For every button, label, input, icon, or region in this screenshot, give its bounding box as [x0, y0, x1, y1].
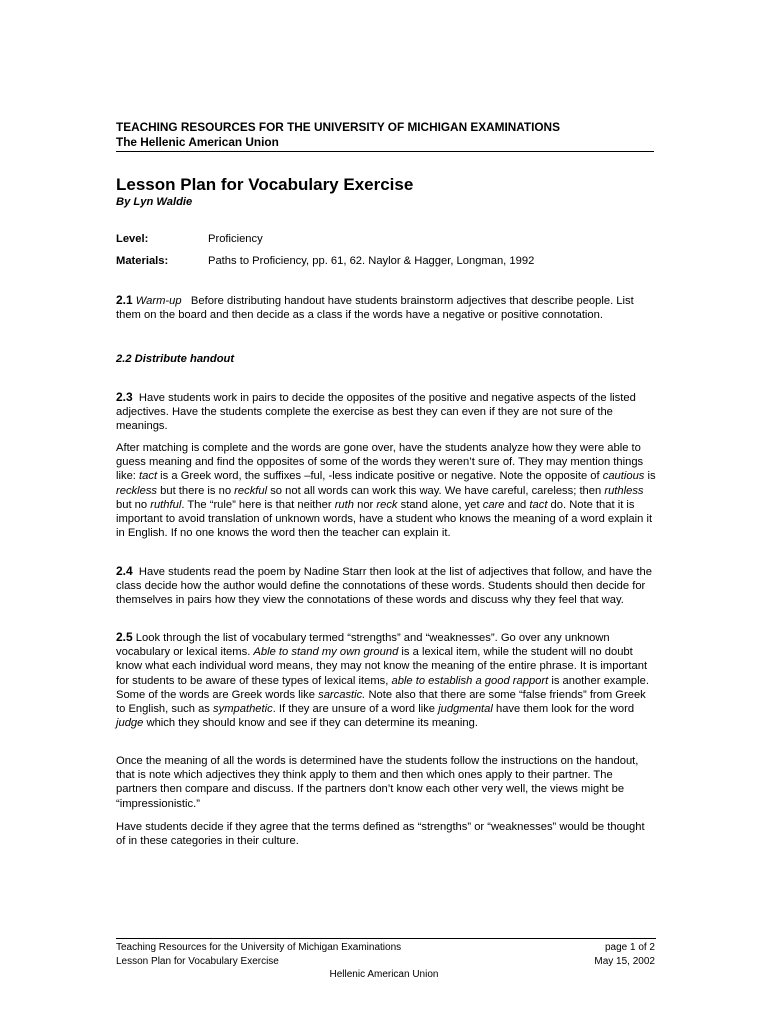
- italic-term: ruthless: [604, 484, 644, 497]
- text-run: Note also that there are some “false friends” from Greek to English, such as: [116, 688, 646, 716]
- text-run: do. Note that it is important to avoid translation of unknown words, have a student who knows the meaning of a word explain it in English. If no one knows the word then the teacher can explain it.: [116, 498, 653, 540]
- italic-term: cautious: [602, 470, 645, 483]
- text-run: . If they are unsure of a word like: [272, 703, 439, 716]
- italic-term: reckless: [116, 484, 158, 497]
- italic-term: Able to stand my own ground: [253, 646, 399, 659]
- text-run: and: [504, 498, 530, 511]
- section-2-4-text: Have students read the poem by Nadine Starr then look at the list of adjectives that follow, and have the class decide how the author would define the connotations of these words. Students should then decide for themselves in pairs how they view the connotations of these words and discuss why they feel that way.: [116, 566, 652, 607]
- section-2-1-title: Warm-up: [135, 295, 182, 307]
- header-rule: [116, 151, 654, 152]
- text-run: After matching is complete and the words are gone over, have the students analyze how they were able to guess meaning and find the opposites of some of the words they weren’t sure of. They may mention things like:: [116, 442, 644, 483]
- section-2-4: [116, 564, 656, 608]
- italic-term: tact: [529, 498, 548, 511]
- text-run: nor: [353, 498, 377, 511]
- materials-value: Paths to Proficiency, pp. 61, 62. Naylor & Hagger, Longman, 1992: [208, 255, 535, 267]
- italic-term: ruth: [334, 498, 354, 511]
- text-run: is another example. Some of the words are Greek words like: [116, 674, 649, 701]
- section-2-5: [116, 630, 656, 730]
- italic-term: judge: [116, 717, 144, 730]
- footer-center: Hellenic American Union: [329, 969, 439, 980]
- section-2-3-text: Have students work in pairs to decide the opposites of the positive and negative aspects of the listed adjectives. Have the students complete the exercise as best they can even if they are not sure of the meanings.: [116, 392, 636, 433]
- footer-page-number: page 1 of 2: [604, 942, 655, 953]
- text-run: but no: [116, 498, 151, 511]
- section-2-3-number: 2.3: [116, 390, 133, 404]
- section-2-5-number: 2.5: [116, 630, 133, 644]
- italic-term: reckful: [234, 484, 268, 497]
- header-line-2: The Hellenic American Union: [116, 135, 279, 149]
- text-run: Look through the list of vocabulary termed “strengths” and “weaknesses”. Go over any unknown vocabulary or lexical items.: [116, 632, 610, 659]
- section-2-3-paragraph-2: [116, 441, 656, 540]
- text-run: . The “rule” here is that neither: [181, 498, 335, 511]
- text-run: is a Greek word, the suffixes –ful, -less indicate positive or negative. Note the opposite of: [157, 470, 603, 483]
- italic-term: care: [482, 498, 505, 511]
- section-2-2-title: 2.2 Distribute handout: [116, 353, 235, 365]
- text-run: is a lexical item, while the student will no doubt know what each individual word means, they may not know the meaning of the entire phrase. It is important for students to be aware of these types of lexical items,: [116, 646, 648, 687]
- section-2-3: [116, 390, 656, 434]
- footer-rule: [116, 938, 656, 939]
- italic-term: sympathetic: [213, 703, 273, 716]
- footer-left-line-2: Lesson Plan for Vocabulary Exercise: [116, 956, 279, 967]
- section-2-4-number: 2.4: [116, 564, 133, 578]
- text-run: so not all words can work this way. We have careful, careless; then: [267, 484, 605, 497]
- footer-left-line-1: Teaching Resources for the University of Michigan Examinations: [116, 942, 402, 953]
- italic-term: sarcastic.: [318, 688, 366, 701]
- author-byline: By Lyn Waldie: [116, 196, 193, 208]
- section-2-1: [116, 293, 656, 322]
- italic-term: judgmental: [438, 703, 493, 716]
- italic-term: reck: [376, 498, 398, 511]
- level-label: Level:: [116, 233, 149, 245]
- text-run: stand alone, yet: [397, 498, 483, 511]
- section-2-5-paragraph-3: Have students decide if they agree that the terms defined as “strengths” or “weaknesses” would be thought of in these categories in their culture.: [116, 821, 645, 848]
- materials-label: Materials:: [116, 255, 169, 267]
- footer-date: May 15, 2002: [594, 956, 655, 967]
- section-2-1-number: 2.1: [116, 293, 133, 307]
- level-value: Proficiency: [208, 233, 263, 245]
- italic-term: able to establish a good rapport: [391, 674, 549, 687]
- text-run: which they should know and see if they can determine its meaning.: [143, 717, 478, 730]
- text-run: have them look for the word: [492, 703, 635, 716]
- italic-term: tact: [139, 470, 158, 483]
- section-2-1-text: Before distributing handout have students brainstorm adjectives that describe people. List them on the board and then decide as a class if the words have a negative or positive connotation.: [116, 295, 634, 322]
- italic-term: ruthful: [150, 498, 182, 511]
- header-line-1: TEACHING RESOURCES FOR THE UNIVERSITY OF MICHIGAN EXAMINATIONS: [116, 120, 560, 134]
- document-title: Lesson Plan for Vocabulary Exercise: [116, 175, 414, 194]
- text-run: is: [644, 470, 656, 483]
- text-run: but there is no: [157, 484, 235, 497]
- section-2-5-paragraph-2: Once the meaning of all the words is determined have the students follow the instructions on the handout, that is note which adjectives they think apply to them and then which ones apply to their partner. The partners then compare and discuss. If the partners don’t know each other very well, the views might be “impressionistic.”: [116, 755, 639, 810]
